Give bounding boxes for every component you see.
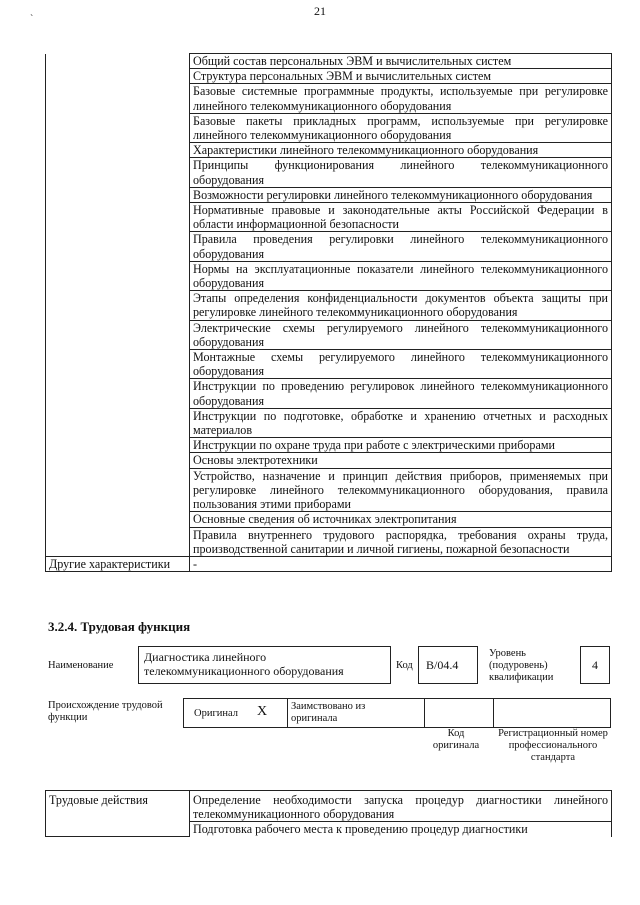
section-title: 3.2.4. Трудовая функция: [48, 619, 191, 634]
requirement-item: Нормативные правовые и законодательные акты Российской Федерации в области информационной безопасности: [190, 203, 612, 232]
other-characteristics-row: [46, 556, 612, 571]
requirement-item: Характеристики линейного телекоммуникационного оборудования: [190, 143, 612, 158]
requirement-item: Инструкции по подготовке, обработке и хранению отчетных и расходных материалов: [190, 408, 612, 437]
function-name-box: [138, 646, 391, 684]
function-name-value: Диагностика линейного телекоммуникационного оборудования: [144, 650, 344, 678]
requirement-item: Возможности регулировки линейного телекоммуникационного оборудования: [190, 187, 612, 202]
requirement-item: Принципы функционирования линейного телекоммуникационного оборудования: [190, 158, 612, 187]
original-mark: X: [257, 704, 268, 719]
name-label: Наименование: [48, 660, 114, 671]
origin-row: [183, 698, 611, 728]
level-box: [580, 646, 610, 684]
requirement-item: Правила внутреннего трудового распорядка, требования охраны труда, производственной санитарии и личной гигиены, пожарной безопасности: [190, 527, 612, 556]
requirement-item: Основные сведения об источниках электропитания: [190, 512, 612, 527]
origin-divider-2: [424, 698, 425, 728]
requirement-item: Инструкции по проведению регулировок линейного телекоммуникационного оборудования: [190, 379, 612, 408]
labor-actions-table: [45, 790, 612, 837]
requirement-item: Основы электротехники: [190, 453, 612, 468]
code-box: [418, 646, 478, 684]
labor-action-item: Определение необходимости запуска процедур диагностики линейного телекоммуникационного оборудования: [190, 791, 612, 822]
requirement-item: Монтажные схемы регулируемого линейного телекоммуникационного оборудования: [190, 350, 612, 379]
code-value: B/04.4: [426, 658, 459, 672]
origin-divider-3: [493, 698, 494, 728]
code-original-label: Код оригинала: [432, 728, 480, 751]
requirement-item: Структура персональных ЭВМ и вычислительных систем: [190, 69, 612, 84]
origin-label: Происхождение трудовой функции: [48, 700, 163, 723]
labor-action-item: Подготовка рабочего места к проведению процедур диагностики: [190, 822, 612, 837]
requirement-item: Нормы на эксплуатационные показатели линейного телекоммуникационного оборудования: [190, 261, 612, 290]
page-number: 21: [314, 4, 326, 18]
code-label: Код: [396, 660, 413, 671]
requirement-item: Правила проведения регулировки линейного телекоммуникационного оборудования: [190, 232, 612, 261]
reg-number-label: Регистрационный номер профессионального стандарта: [498, 728, 608, 763]
requirement-item: Базовые пакеты прикладных программ, используемые при регулировке линейного телекоммуникационного оборудования: [190, 113, 612, 142]
knowledge-requirements-table: [45, 53, 612, 572]
requirement-item: Общий состав персональных ЭВМ и вычислительных систем: [190, 54, 612, 69]
requirement-item: Этапы определения конфиденциальности документов объекта защиты при регулировке линейного телекоммуникационного оборудования: [190, 291, 612, 320]
requirement-row: [46, 54, 612, 69]
level-value: 4: [592, 658, 598, 672]
requirement-item: Базовые системные программные продукты, используемые при регулировке линейного телекоммуникационного оборудования: [190, 84, 612, 113]
original-label: Оригинал: [194, 708, 238, 719]
requirement-item: Электрические схемы регулируемого линейного телекоммуникационного оборудования: [190, 320, 612, 349]
requirement-item: Устройство, назначение и принцип действия приборов, применяемых при регулировке линейного телекоммуникационного оборудования, правила пользования этими приборами: [190, 468, 612, 512]
requirement-item: Инструкции по охране труда при работе с электрическими приборами: [190, 438, 612, 453]
other-characteristics-value: -: [190, 556, 612, 571]
level-label: Уровень (подуровень) квалификации: [489, 648, 554, 683]
corner-mark: `: [30, 14, 34, 25]
other-characteristics-label: Другие характеристики: [46, 556, 190, 571]
labor-actions-label: Трудовые действия: [46, 791, 190, 837]
borrowed-label: Заимствовано из оригинала: [291, 701, 366, 724]
origin-divider-1: [287, 698, 288, 728]
requirements-label-cell: [46, 54, 190, 557]
